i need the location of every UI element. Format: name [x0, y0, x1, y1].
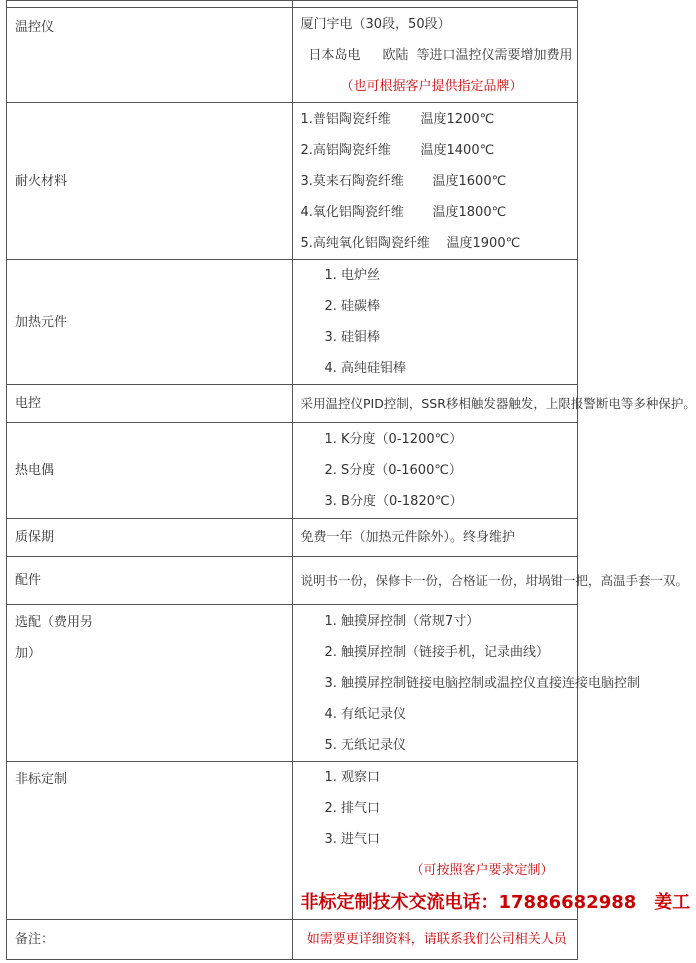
controller-import-note: 等进口温控仪需要增加费用	[416, 47, 573, 63]
row-label: 耐火材料	[7, 103, 293, 260]
list-item: 4.氧化铝陶瓷纤维 温度1800℃	[300, 204, 507, 220]
row-remarks	[7, 920, 578, 960]
accessories-text: 说明书一份，保修卡一份，合格证一份，坩埚钳一把，高温手套一双。	[300, 573, 689, 588]
spec-table	[6, 0, 696, 960]
list-item: 3. 进气口	[324, 832, 381, 847]
table-top-row	[7, 1, 578, 8]
list-item: 1.普铝陶瓷纤维 温度1200℃	[300, 111, 495, 127]
row-label: 电控	[7, 385, 293, 423]
row-content	[292, 385, 696, 423]
row-warranty	[7, 519, 578, 557]
list-item: 5. 无纸记录仪	[324, 737, 407, 753]
row-label: 非标定制	[7, 762, 293, 920]
row-label: 热电偶	[7, 423, 293, 519]
row-thermocouple	[7, 423, 578, 519]
list-item: 3. 触摸屏控制链接电脑控制或温控仪直接连接电脑控制	[324, 675, 641, 691]
row-content	[292, 8, 578, 103]
list-item: 1. 电炉丝	[324, 268, 381, 283]
row-label: 温控仪	[7, 8, 293, 103]
row-options	[7, 605, 578, 762]
row-content	[292, 423, 578, 519]
row-content	[292, 605, 641, 762]
list-item: 1. 观察口	[324, 770, 381, 785]
top-row-left-cell	[7, 1, 293, 8]
options-label-line1: 选配（费用另	[15, 615, 94, 630]
list-item: 3. 硅钼棒	[324, 330, 381, 345]
list-item: 2. S分度（0-1600℃）	[324, 463, 462, 478]
row-content	[292, 762, 691, 920]
row-heating	[7, 260, 578, 385]
top-row-right-cell	[292, 1, 578, 8]
row-content	[292, 519, 578, 557]
row-content	[292, 557, 689, 605]
row-electric	[7, 385, 578, 423]
row-content	[292, 260, 578, 385]
list-item: 2. 硅碳棒	[324, 299, 381, 314]
custom-note: （可按照客户要求定制）	[410, 863, 554, 878]
row-label: 加热元件	[7, 260, 293, 385]
hotline-phone: 17886682988	[498, 892, 637, 913]
warranty-text: 免费一年（加热元件除外）。终身维护	[300, 530, 516, 545]
row-content	[292, 920, 578, 960]
row-label: 质保期	[7, 519, 293, 557]
row-controller	[7, 8, 578, 103]
row-label: 配件	[7, 557, 293, 605]
controller-brand-shimaden: 日本岛电	[308, 47, 361, 63]
electric-text: 采用温控仪PID控制，SSR移相触发器触发，上限报警断电等多种保护。	[300, 396, 696, 411]
list-item: 1. K分度（0-1200℃）	[324, 432, 463, 447]
list-item: 1. 触摸屏控制（常规7寸）	[324, 613, 480, 629]
list-item: 2.高铝陶瓷纤维 温度1400℃	[300, 142, 495, 158]
controller-brand-eurotherm: 欧陆	[382, 47, 409, 63]
controller-brand-note: （也可根据客户提供指定品牌）	[340, 78, 523, 94]
hotline-contact: 姜工	[654, 892, 691, 913]
list-item: 2. 触摸屏控制（链接手机，记录曲线）	[324, 644, 550, 660]
controller-line2	[301, 40, 574, 71]
row-refractory	[7, 103, 578, 260]
controller-line1: 厦门宇电（30段，50段）	[300, 16, 451, 32]
list-item: 3. B分度（0-1820℃）	[324, 494, 463, 509]
list-item: 4. 高纯硅钼棒	[324, 361, 407, 376]
list-item: 4. 有纸记录仪	[324, 706, 407, 722]
row-label	[7, 605, 293, 762]
list-item: 3.莫来石陶瓷纤维 温度1600℃	[300, 173, 507, 189]
custom-hotline	[300, 886, 691, 919]
hotline-label: 非标定制技术交流电话：	[300, 892, 499, 913]
list-item: 2. 排气口	[324, 801, 381, 816]
list-item: 5.高纯氧化铝陶瓷纤维 温度1900℃	[300, 235, 521, 251]
row-label: 备注：	[7, 920, 293, 960]
row-accessories	[7, 557, 578, 605]
options-label-line2: 加）	[15, 646, 42, 661]
remarks-text: 如需要更详细资料，请联系我们公司相关人员	[306, 932, 567, 947]
row-content	[292, 103, 578, 260]
row-custom	[7, 762, 578, 920]
